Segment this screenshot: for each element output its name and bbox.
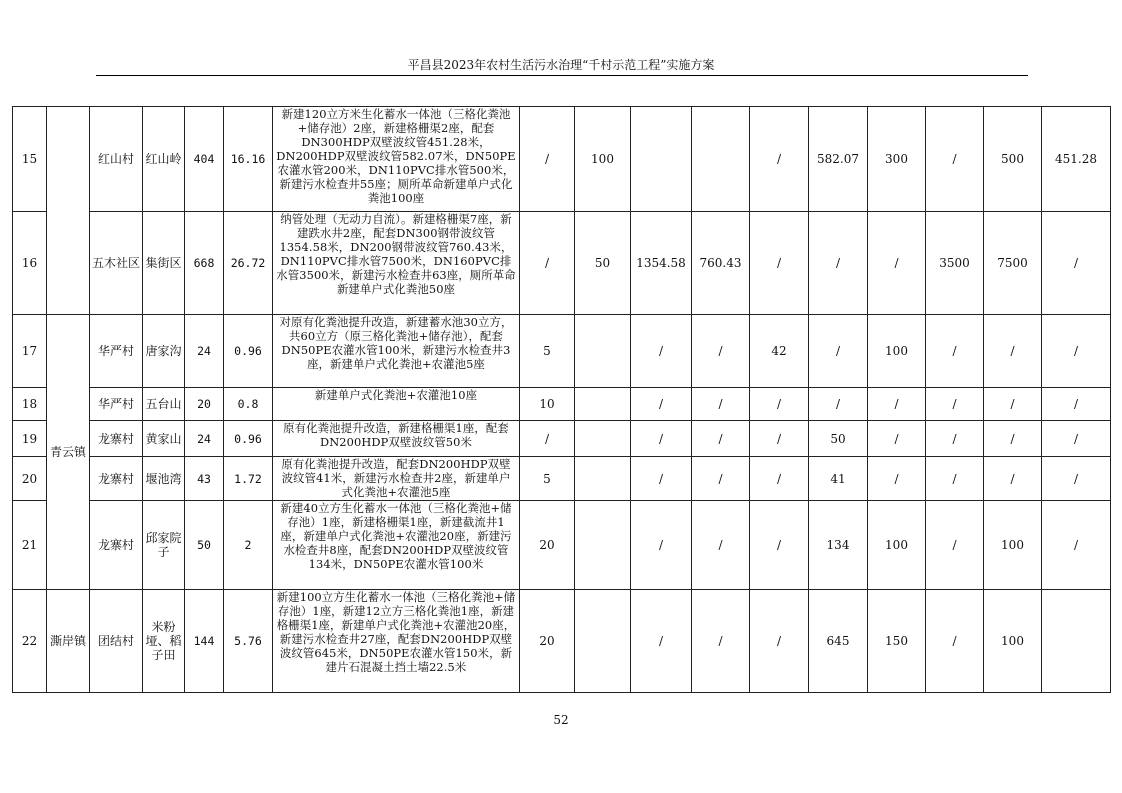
cell-c9: /: [984, 457, 1042, 501]
cell-c10: /: [1042, 212, 1111, 315]
cell-people: 0.96: [224, 315, 273, 388]
page-number: 52: [553, 713, 569, 727]
table-row: [13, 388, 1111, 421]
cell-people: 5.76: [224, 590, 273, 693]
cell-desc: 新建单户式化粪池+农灌池10座: [273, 388, 520, 421]
cell-no: 20: [13, 457, 47, 501]
cell-village: 团结村: [90, 590, 143, 693]
cell-c8: /: [926, 590, 984, 693]
cell-desc: 原有化粪池提升改造，配套DN200HDP双壁波纹管41米，新建污水检查井2座，新建单户式化粪池+农灌池5座: [273, 457, 520, 501]
cell-c7: 150: [868, 590, 926, 693]
cell-c10: /: [1042, 388, 1111, 421]
table-row: [13, 421, 1111, 457]
cell-c3: /: [631, 421, 692, 457]
page-header-title: 平昌县2023年农村生活污水治理“千村示范工程”实施方案: [407, 58, 715, 72]
cell-town: 青云镇: [47, 315, 90, 590]
cell-c9: 7500: [984, 212, 1042, 315]
cell-no: 22: [13, 590, 47, 693]
cell-village: 五木社区: [90, 212, 143, 315]
cell-people: 0.96: [224, 421, 273, 457]
cell-c1: 5: [520, 315, 575, 388]
cell-group: 五台山: [143, 388, 185, 421]
cell-c6: 50: [809, 421, 868, 457]
cell-households: 404: [185, 107, 224, 212]
cell-households: 668: [185, 212, 224, 315]
table-row: [13, 107, 1111, 212]
cell-c9: /: [984, 388, 1042, 421]
cell-c5: /: [750, 457, 809, 501]
cell-c4: [692, 107, 750, 212]
cell-c6: 41: [809, 457, 868, 501]
cell-c1: 20: [520, 501, 575, 590]
cell-c2: [575, 388, 631, 421]
cell-c1: /: [520, 421, 575, 457]
cell-c7: /: [868, 212, 926, 315]
cell-c3: 1354.58: [631, 212, 692, 315]
cell-c5: /: [750, 421, 809, 457]
cell-c8: /: [926, 107, 984, 212]
cell-no: 17: [13, 315, 47, 388]
cell-c6: /: [809, 212, 868, 315]
cell-no: 21: [13, 501, 47, 590]
cell-village: 龙寨村: [90, 457, 143, 501]
cell-no: 16: [13, 212, 47, 315]
table-row: [13, 212, 1111, 315]
cell-c9: 100: [984, 501, 1042, 590]
cell-c2: 100: [575, 107, 631, 212]
cell-c7: /: [868, 388, 926, 421]
cell-c4: /: [692, 421, 750, 457]
cell-c8: /: [926, 421, 984, 457]
cell-c8: 3500: [926, 212, 984, 315]
cell-c1: /: [520, 212, 575, 315]
cell-c3: /: [631, 457, 692, 501]
cell-group: 邱家院子: [143, 501, 185, 590]
cell-people: 2: [224, 501, 273, 590]
cell-c10: /: [1042, 457, 1111, 501]
cell-group: 唐家沟: [143, 315, 185, 388]
cell-group: 黄家山: [143, 421, 185, 457]
cell-c6: 645: [809, 590, 868, 693]
cell-c3: /: [631, 388, 692, 421]
cell-households: 24: [185, 315, 224, 388]
cell-households: 144: [185, 590, 224, 693]
cell-c5: 42: [750, 315, 809, 388]
cell-c7: 300: [868, 107, 926, 212]
table-row: [13, 501, 1111, 590]
cell-no: 19: [13, 421, 47, 457]
cell-village: 华严村: [90, 388, 143, 421]
table-row: [13, 590, 1111, 693]
cell-c10: /: [1042, 315, 1111, 388]
cell-no: 15: [13, 107, 47, 212]
cell-households: 43: [185, 457, 224, 501]
cell-people: 1.72: [224, 457, 273, 501]
cell-c1: 10: [520, 388, 575, 421]
cell-c6: /: [809, 315, 868, 388]
cell-c5: /: [750, 590, 809, 693]
cell-people: 0.8: [224, 388, 273, 421]
cell-group: 堰池湾: [143, 457, 185, 501]
table-row: [13, 315, 1111, 388]
cell-c1: 20: [520, 590, 575, 693]
cell-village: 红山村: [90, 107, 143, 212]
cell-c10: 451.28: [1042, 107, 1111, 212]
cell-c10: [1042, 590, 1111, 693]
cell-c2: [575, 457, 631, 501]
cell-c5: /: [750, 388, 809, 421]
cell-c7: 100: [868, 501, 926, 590]
cell-c8: /: [926, 501, 984, 590]
cell-c6: 134: [809, 501, 868, 590]
cell-people: 16.16: [224, 107, 273, 212]
header-rule: [96, 75, 1028, 76]
cell-c2: [575, 315, 631, 388]
cell-c5: /: [750, 107, 809, 212]
cell-village: 龙寨村: [90, 421, 143, 457]
cell-c2: [575, 421, 631, 457]
cell-c4: /: [692, 590, 750, 693]
cell-desc: 对原有化粪池提升改造，新建蓄水池30立方，共60立方（原三格化粪池+储存池），配套DN50PE农灌水管100米，新建污水检查井3座，新建单户式化粪池+农灌池5座: [273, 315, 520, 388]
cell-c4: /: [692, 501, 750, 590]
cell-c2: [575, 501, 631, 590]
cell-households: 20: [185, 388, 224, 421]
cell-c6: /: [809, 388, 868, 421]
cell-village: 龙寨村: [90, 501, 143, 590]
cell-c3: /: [631, 501, 692, 590]
cell-c8: /: [926, 315, 984, 388]
cell-c7: 100: [868, 315, 926, 388]
cell-c7: /: [868, 421, 926, 457]
cell-c9: /: [984, 315, 1042, 388]
cell-c9: /: [984, 421, 1042, 457]
cell-c6: 582.07: [809, 107, 868, 212]
cell-c4: /: [692, 315, 750, 388]
cell-c10: /: [1042, 501, 1111, 590]
cell-village: 华严村: [90, 315, 143, 388]
cell-c8: /: [926, 388, 984, 421]
cell-c2: [575, 590, 631, 693]
cell-c9: 100: [984, 590, 1042, 693]
table-row: [13, 457, 1111, 501]
cell-c4: /: [692, 457, 750, 501]
cell-c7: /: [868, 457, 926, 501]
cell-c3: /: [631, 590, 692, 693]
cell-c10: /: [1042, 421, 1111, 457]
cell-c2: 50: [575, 212, 631, 315]
cell-desc: 原有化粪池提升改造，新建格栅渠1座，配套DN200HDP双壁波纹管50米: [273, 421, 520, 457]
cell-desc: 新建100立方生化蓄水一体池（三格化粪池+储存池）1座，新建12立方三格化粪池1座，新建格栅渠1座，新建单户式化粪池+农灌池20座，新建污水检查井27座，配套DN200HDP双壁波纹管645米，DN50PE农灌水管150米，新建片石混凝土挡土墙22.5米: [273, 590, 520, 693]
cell-c5: /: [750, 212, 809, 315]
cell-group: 米粉垭、稻子田: [143, 590, 185, 693]
cell-group: 集街区: [143, 212, 185, 315]
cell-c3: [631, 107, 692, 212]
cell-c9: 500: [984, 107, 1042, 212]
cell-households: 24: [185, 421, 224, 457]
cell-desc: 新建40立方生化蓄水一体池（三格化粪池+储存池）1座，新建格栅渠1座，新建截流井1座，新建单户式化粪池+农灌池20座，新建污水检查井8座，配套DN200HDP双壁波纹管134米，DN50PE农灌水管100米: [273, 501, 520, 590]
cell-desc: 纳管处理（无动力自流）。新建格栅渠7座，新建跌水井2座，配套DN300钢带波纹管1354.58米，DN200钢带波纹管760.43米，DN110PVC排水管7500米，DN160PVC排水管3500米，新建污水检查井63座，厕所革命新建单户式化粪池50座: [273, 212, 520, 315]
cell-people: 26.72: [224, 212, 273, 315]
cell-households: 50: [185, 501, 224, 590]
cell-c1: /: [520, 107, 575, 212]
cell-c5: /: [750, 501, 809, 590]
cell-c4: 760.43: [692, 212, 750, 315]
cell-group: 红山岭: [143, 107, 185, 212]
cell-c3: /: [631, 315, 692, 388]
cell-c4: /: [692, 388, 750, 421]
cell-town: 澌岸镇: [47, 590, 90, 693]
cell-c8: /: [926, 457, 984, 501]
cell-c1: 5: [520, 457, 575, 501]
cell-no: 18: [13, 388, 47, 421]
cell-town: [47, 107, 90, 315]
project-table: [12, 106, 1111, 693]
cell-desc: 新建120立方米生化蓄水一体池（三格化粪池+储存池）2座，新建格栅渠2座，配套DN300HDP双壁波纹管451.28米，DN200HDP双壁波纹管582.07米，DN50PE农灌水管200米，DN110PVC排水管500米，新建污水检查井55座；厕所革命新建单户式化粪池100座: [273, 107, 520, 212]
